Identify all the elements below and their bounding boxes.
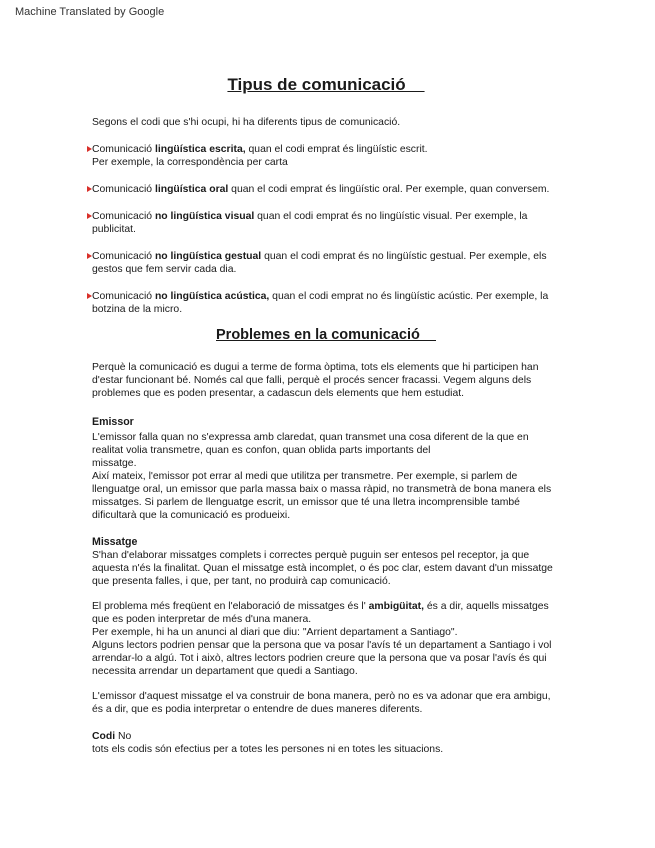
emissor-paragraph: Així mateix, l'emissor pot errar al medi que utilitza per transmetre. Per exemple, si parlem de llenguatge oral, un emissor que parla massa baix o massa ràpid, no transmetrà de bona manera els missatges. Si parlem de llenguatge escrit, un emissor que té una lletra incomprensible també dificultarà que la comunicació es produeixi. (92, 471, 552, 521)
intro-text: Segons el codi que s'hi ocupi, hi ha diferents tipus de comunicació. (92, 117, 401, 128)
missatge-paragraph: Per exemple, hi ha un anunci al diari que diu: "Arrient departament a Santiago". (92, 627, 458, 638)
problems-title: Problemes en la comunicació (216, 327, 436, 343)
bullet-arrow-icon (87, 213, 92, 219)
bullet-arrow-icon (87, 186, 92, 192)
bullet-arrow-icon (87, 146, 92, 152)
missatge-section (92, 536, 560, 716)
machine-translated-label: Machine Translated by Google (15, 6, 165, 18)
missatge-heading: Missatge (92, 536, 138, 548)
document-page (92, 74, 560, 770)
list-item: Comunicació no lingüística gestual quan el codi emprat és no lingüístic gestual. Per exemple, els gestos que fem servir cada dia. (92, 250, 560, 276)
emissor-paragraph: L'emissor falla quan no s'expressa amb claredat, quan transmet una cosa diferent de la que en realitat volia transmetre, quan es confon, quan oblida parts importants del missatge. (92, 432, 529, 469)
bullet-arrow-icon (87, 253, 92, 259)
emissor-section (92, 416, 560, 522)
codi-heading: Codi (92, 731, 116, 742)
emissor-heading: Emissor (92, 416, 134, 428)
missatge-paragraph: S'han d'elaborar missatges complets i correctes perquè puguin ser entesos pel receptor, ja que aquesta n'és la finalitat. Quan el missatge està incomplet, o és poc clar, estem davant d'un missatge que presenta falles, i que, per tant, no produirà cap comunicació. (92, 550, 553, 587)
page-title: Tipus de comunicació (227, 75, 425, 94)
list-item: Comunicació no lingüística visual quan el codi emprat és no lingüístic visual. Per exemple, la publicitat. (92, 210, 560, 236)
codi-paragraph: tots els codis són efectius per a totes les persones ni en totes les situacions. (92, 744, 444, 755)
list-item: Comunicació no lingüística acústica, quan el codi emprat no és lingüístic acústic. Per exemple, la botzina de la micro. (92, 290, 560, 316)
missatge-paragraph: Alguns lectors podrien pensar que la persona que va posar l'avís té un departament a Santiago i vol arrendar-lo a algú. Tot i això, altres lectors podrien creure que la persona que va posar l'avís és qui necessita arrendar un departament que quedi a Santiago. (92, 640, 552, 677)
list-item: Comunicació lingüística oral quan el codi emprat és lingüístic oral. Per exemple, quan conversem. (92, 183, 560, 196)
missatge-paragraph: L'emissor d'aquest missatge el va construir de bona manera, però no es va adonar que era ambigu, és a dir, que es podia interpretar o entendre de dues maneres diferents. (92, 691, 551, 715)
problems-intro: Perquè la comunicació es dugui a terme de forma òptima, tots els elements que hi participen han d'estar funcionant bé. Només cal que falli, perquè el procés sencer fracassi. Vegem alguns dels problemes que es poden presentar, a cadascun dels elements que hem estudiat. (92, 362, 539, 399)
missatge-paragraph: El problema més freqüent en l'elaboració de missatges és l' ambigüitat, és a dir, aquells missatges que es poden interpretar de més d'una manera. (92, 601, 549, 625)
list-item: Comunicació lingüística escrita, quan el codi emprat és lingüístic escrit. Per exemple, la correspondència per carta (92, 143, 560, 169)
bullet-arrow-icon (87, 293, 92, 299)
codi-section: Codi No tots els codis són efectius per a totes les persones ni en totes les situacions. (92, 730, 560, 756)
